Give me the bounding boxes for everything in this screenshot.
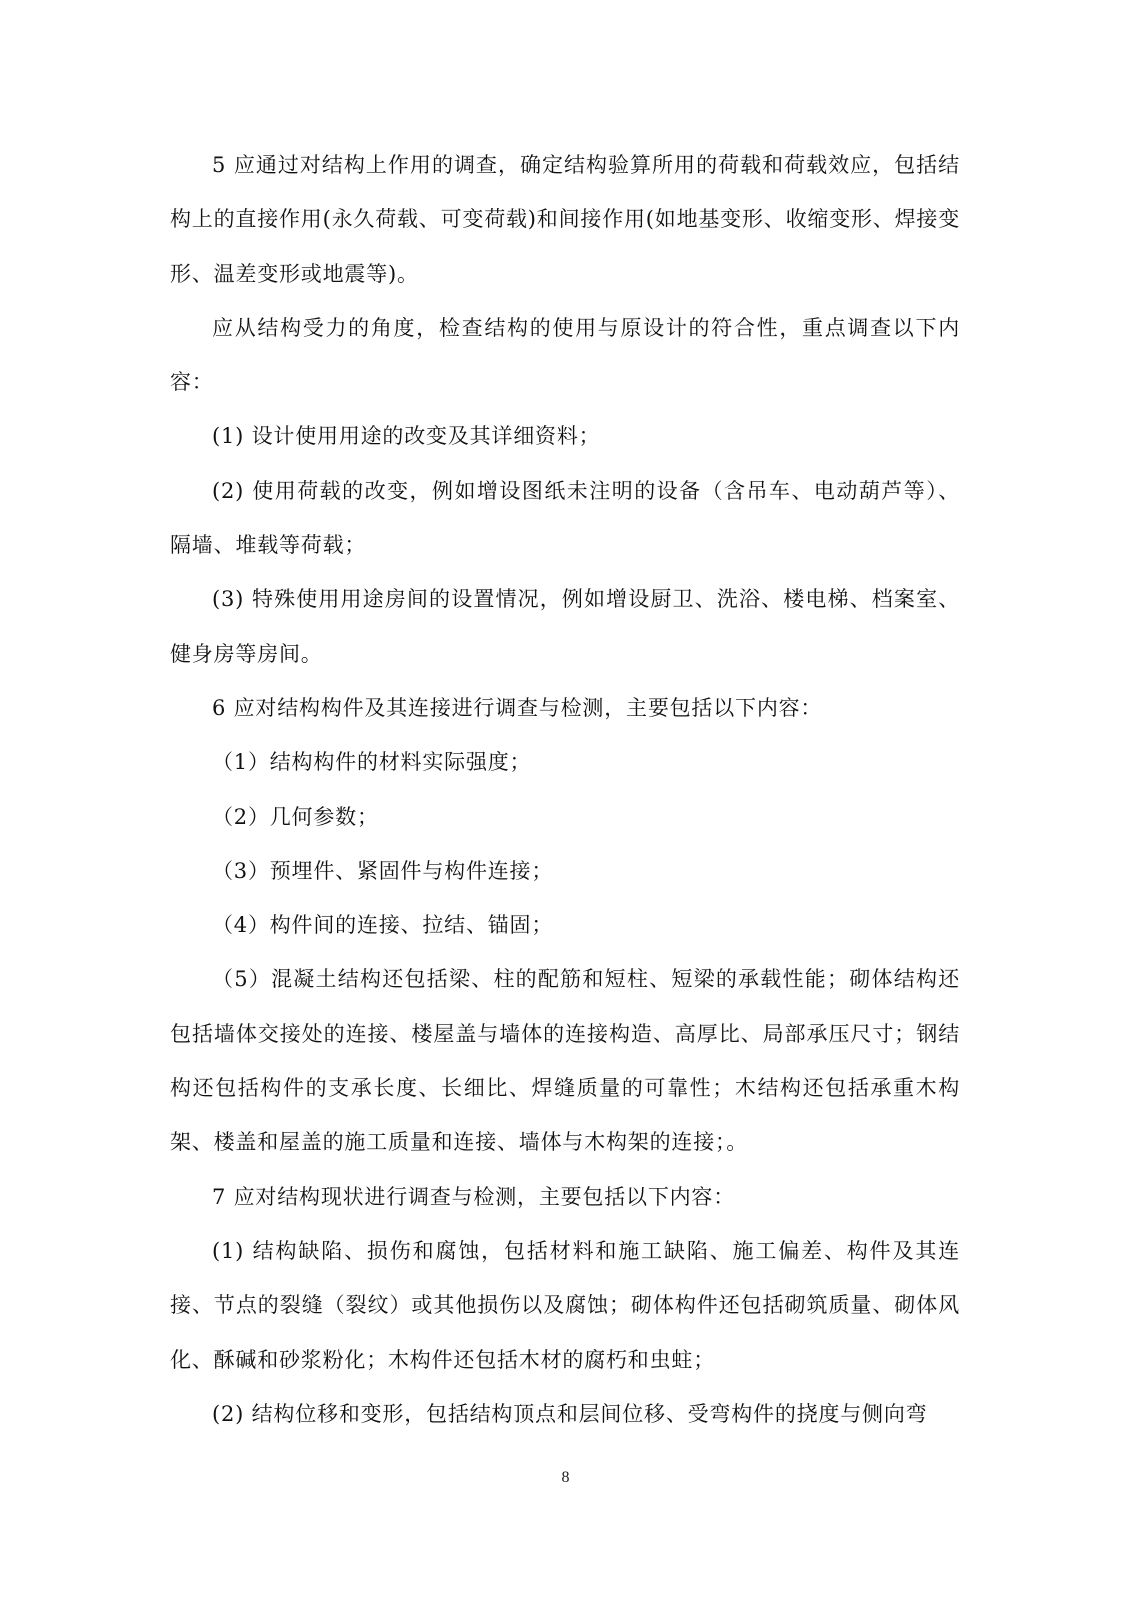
- document-body: [170, 138, 960, 1441]
- list-item-status-1: (1) 结构缺陷、损伤和腐蚀，包括材料和施工缺陷、施工偏差、构件及其连接、节点的裂缝（裂纹）或其他损伤以及腐蚀；砌体构件还包括砌筑质量、砌体风化、酥碱和砂浆粉化；木构件还包括木材的腐朽和虫蛀；: [170, 1238, 960, 1372]
- paragraph-item-6-members: 6 应对结构构件及其连接进行调查与检测，主要包括以下内容：: [212, 695, 823, 720]
- list-item-members-5: （5）混凝土结构还包括梁、柱的配筋和短柱、短梁的承载性能；砌体结构还包括墙体交接处的连接、楼屋盖与墙体的连接构造、高厚比、局部承压尺寸；钢结构还包括构件的支承长度、长细比、焊缝质量的可靠性；木结构还包括承重木构架、楼盖和屋盖的施工质量和连接、墙体与木构架的连接；。: [170, 967, 960, 1155]
- list-item-members-2: （2）几何参数；: [212, 804, 379, 829]
- list-item-members-4: （4）构件间的连接、拉结、锚固；: [212, 913, 554, 938]
- list-item-usage-2: (2) 使用荷载的改变，例如增设图纸未注明的设备（含吊车、电动葫芦等）、隔墙、堆载等荷载；: [170, 478, 960, 558]
- paragraph-item-7-status: 7 应对结构现状进行调查与检测，主要包括以下内容：: [212, 1184, 736, 1209]
- list-item-usage-3: (3) 特殊使用用途房间的设置情况，例如增设厨卫、洗浴、楼电梯、档案室、健身房等房间。: [170, 587, 960, 666]
- paragraph-item-5-loads: 5 应通过对结构上作用的调查，确定结构验算所用的荷载和荷载效应，包括结构上的直接作用(永久荷载、可变荷载)和间接作用(如地基变形、收缩变形、焊接变形、温差变形或地震等)。: [170, 153, 960, 286]
- paragraph-usage-check: 应从结构受力的角度，检查结构的使用与原设计的符合性，重点调查以下内容：: [170, 315, 960, 395]
- page-number: 8: [561, 1469, 570, 1486]
- list-item-status-2: (2) 结构位移和变形，包括结构顶点和层间位移、受弯构件的挠度与侧向弯: [212, 1401, 928, 1426]
- list-item-members-3: （3）预埋件、紧固件与构件连接；: [212, 858, 554, 883]
- list-item-members-1: （1）结构构件的材料实际强度；: [212, 750, 532, 775]
- list-item-usage-1: (1) 设计使用用途的改变及其详细资料；: [212, 424, 601, 449]
